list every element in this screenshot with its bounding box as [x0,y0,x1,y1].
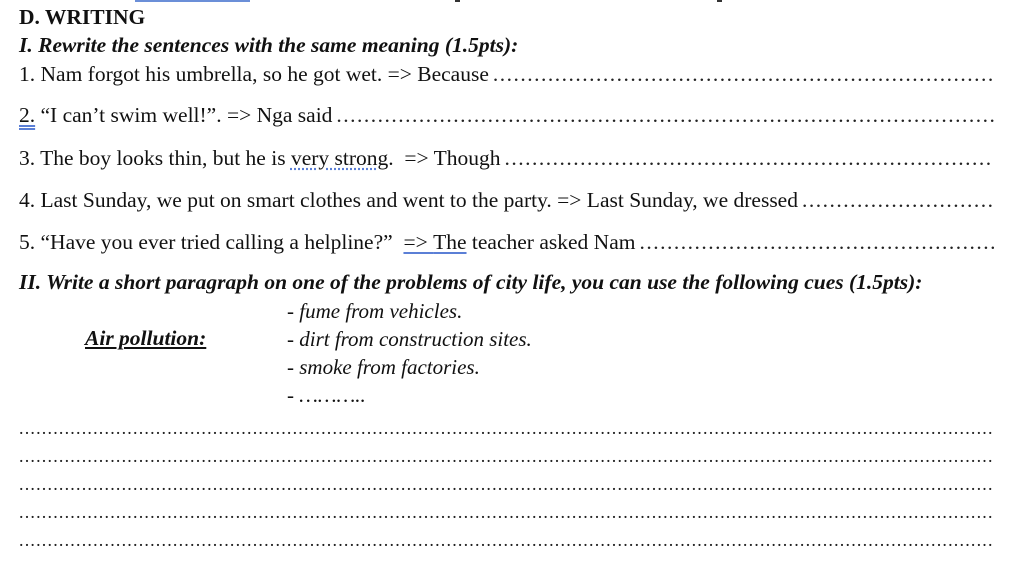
item-text: “I can’t swim well!”. => Nga said [40,103,333,127]
rewrite-item-1 [19,61,994,87]
answer-blank[interactable] [493,61,994,87]
arrow-marked: => [403,230,434,254]
rewrite-item-3 [19,145,994,171]
writing-line[interactable] [19,530,994,550]
cue-item: - smoke from factories. [287,355,480,379]
item-text: 3. The boy looks thin, but he is [19,146,291,170]
part2-heading: II. Write a short paragraph on one of the problems of city life, you can use the following cues (1.5pts): [19,270,923,294]
writing-line[interactable] [19,502,994,522]
answer-blank[interactable] [639,229,994,255]
item-text: 1. Nam forgot his umbrella, so he got wet. => Because [19,62,489,86]
part1-heading: I. Rewrite the sentences with the same meaning (1.5pts): [19,33,519,57]
rewrite-item-2 [19,102,994,128]
item-text: 4. Last Sunday, we put on smart clothes and went to the party. => Last Sunday, we dressed [19,188,798,212]
item-text-after: . => Though [388,146,501,170]
top-mark-fragment [455,0,460,2]
section-title: D. WRITING [19,5,146,29]
rewrite-item-5 [19,229,994,255]
writing-line[interactable] [19,446,994,466]
rewrite-item-4 [19,187,994,213]
marked-phrase: very strong [290,146,389,170]
top-mark-fragment [717,0,722,2]
cue-item: - ……….. [287,383,366,407]
writing-line[interactable] [19,474,994,494]
answer-blank[interactable] [336,102,994,128]
answer-blank[interactable] [802,187,994,213]
answer-blank[interactable] [505,145,994,171]
marked-word: The [433,230,467,254]
item-number: 2. [19,103,36,127]
cue-item: - dirt from construction sites. [287,327,532,351]
item-text: 5. “Have you ever tried calling a helpline?” [19,230,404,254]
item-text-after: teacher asked Nam [466,230,636,254]
topic-label: Air pollution: [85,326,207,350]
writing-line[interactable] [19,418,994,438]
cue-item: - fume from vehicles. [287,299,463,323]
top-underline-fragment [135,0,250,2]
